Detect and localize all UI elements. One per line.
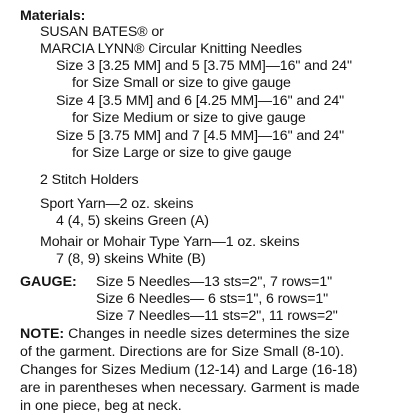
note-line-3: Changes for Sizes Medium (12-14) and Large (16-18) <box>20 362 358 378</box>
sport-yarn-line-2: 4 (4, 5) skeins Green (A) <box>56 213 209 229</box>
gauge-row-size-7: Size 7 Needles—11 sts=2", 11 rows=2" <box>96 308 338 324</box>
gauge-row-size-5: Size 5 Needles—13 sts=2", 7 rows=1" <box>96 274 333 290</box>
mohair-yarn-line-2: 7 (8, 9) skeins White (B) <box>56 251 206 267</box>
gauge-label: GAUGE: <box>20 274 77 290</box>
needle-size-small-line-2: for Size Small or size to give gauge <box>72 75 291 91</box>
sport-yarn-line-1: Sport Yarn—2 oz. skeins <box>40 196 194 212</box>
note-label: NOTE: <box>20 326 65 342</box>
note-paragraph <box>20 325 416 415</box>
note-line-4: are in parentheses when necessary. Garment is made <box>20 380 360 396</box>
needle-size-medium-line-1: Size 4 [3.5 MM] and 6 [4.25 MM]—16" and 24" <box>56 93 345 109</box>
needle-size-medium-line-2: for Size Medium or size to give gauge <box>72 110 306 126</box>
needle-size-large-line-1: Size 5 [3.75 MM] and 7 [4.5 MM]—16" and 24" <box>56 128 345 144</box>
materials-heading: Materials: <box>20 8 86 24</box>
needle-size-small-line-1: Size 3 [3.25 MM] and 5 [3.75 MM]—16" and 24" <box>56 58 352 74</box>
note-line-5: in one piece, beg at neck. <box>20 398 182 414</box>
note-line-2: of the garment. Directions are for Size Small (8-10). <box>20 344 345 360</box>
brand-line-susan-bates: SUSAN BATES® or <box>40 24 164 40</box>
note-line-1-text: Changes in needle sizes determines the size <box>64 326 350 342</box>
stitch-holders: 2 Stitch Holders <box>40 172 139 188</box>
mohair-yarn-line-1: Mohair or Mohair Type Yarn—1 oz. skeins <box>40 234 300 250</box>
brand-line-marcia-lynn: MARCIA LYNN® Circular Knitting Needles <box>40 41 302 57</box>
gauge-row-size-6: Size 6 Needles— 6 sts=1", 6 rows=1" <box>96 291 329 307</box>
note-line-1 <box>20 325 416 343</box>
needle-size-large-line-2: for Size Large or size to give gauge <box>72 145 292 161</box>
